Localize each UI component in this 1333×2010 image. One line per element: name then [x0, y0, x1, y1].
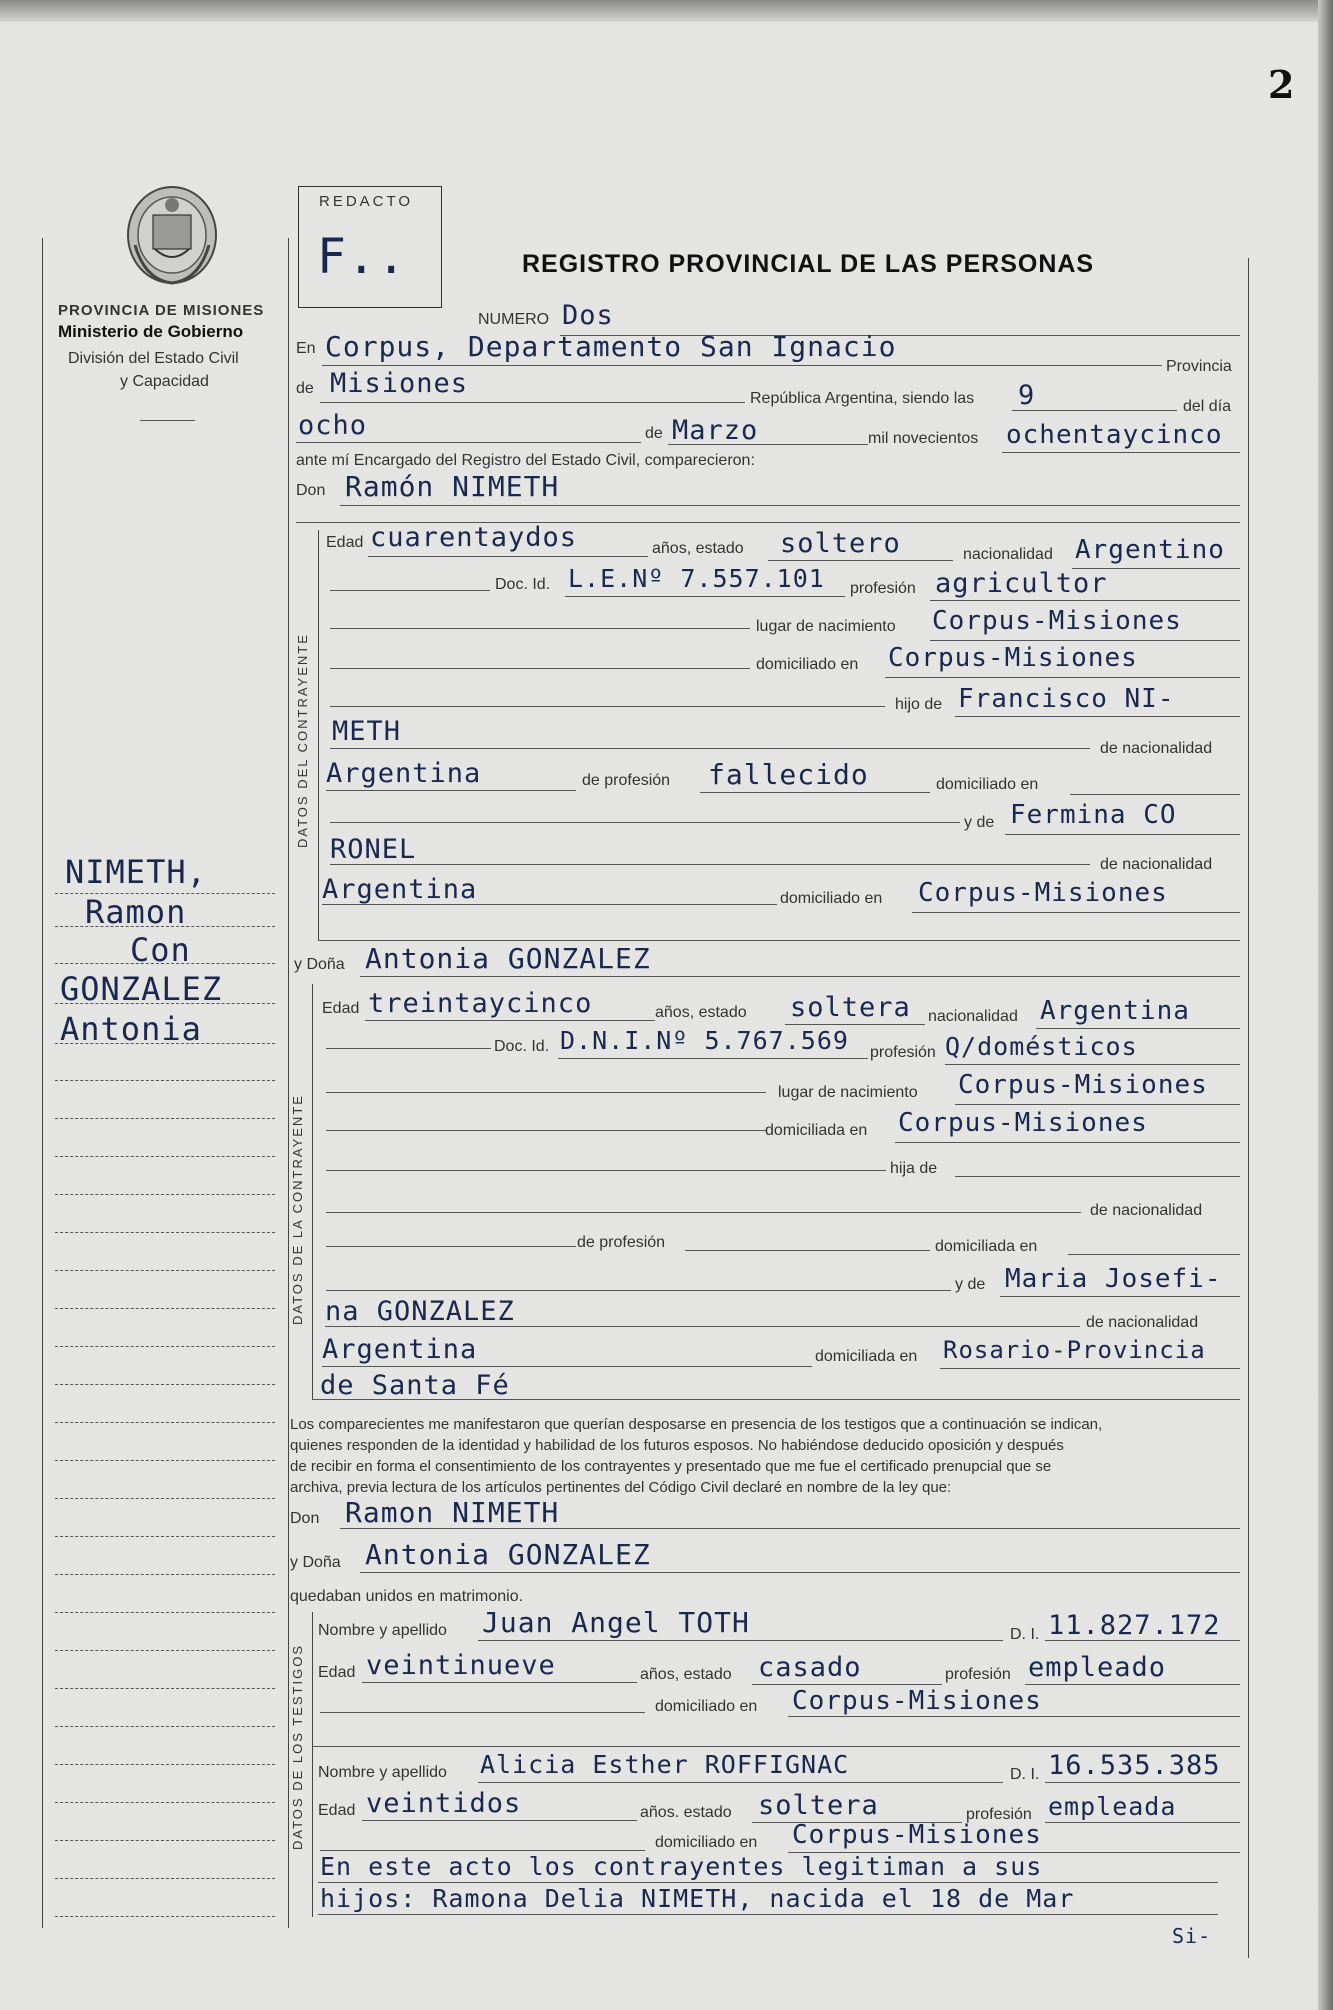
contrayenta-prof-value: Q/domésticos — [945, 1032, 1138, 1061]
padre-value-1: Francisco NI- — [958, 684, 1175, 714]
declaration-line-1: Los comparecientes me manifestaron que querían desposarse en presencia de los testigos que a continuación se indican, — [290, 1416, 1103, 1433]
contrayenta-edad-line — [365, 1020, 655, 1021]
margin-note-line-4: GONZALEZ — [60, 970, 223, 1008]
madre-value-2: RONEL — [330, 834, 417, 865]
contrayenta-madre-value-2: na GONZALEZ — [325, 1296, 515, 1327]
margin-line — [55, 1726, 275, 1727]
nac-value: Argentino — [1075, 535, 1225, 565]
de-value: Misiones — [330, 368, 469, 399]
ministry-label: Ministerio de Gobierno — [58, 322, 244, 341]
de-line — [320, 402, 745, 403]
madre-nac-line — [322, 904, 777, 905]
t1-dom-prefix-line — [320, 1712, 645, 1713]
anio-line — [1002, 452, 1240, 453]
t1-anos-label: años, estado — [640, 1666, 732, 1683]
t1-nombre-value: Juan Angel TOTH — [482, 1606, 750, 1639]
padre-dom-line — [1070, 794, 1240, 795]
dom-label: domiciliado en — [756, 656, 859, 673]
padre-line-1 — [955, 716, 1240, 717]
margin-line — [55, 1650, 275, 1651]
madre-line-2 — [330, 864, 1090, 865]
margin-line — [55, 926, 275, 927]
t1-estado-line — [752, 1684, 942, 1685]
hora-value: 9 — [1018, 380, 1036, 411]
contrayenta-estado-value: soltera — [790, 992, 911, 1023]
prof-value: agricultor — [935, 568, 1108, 599]
dom-value: Corpus-Misiones — [888, 643, 1138, 673]
nota-underline-2 — [318, 1914, 1218, 1915]
margin-line — [55, 1840, 275, 1841]
registry-title: REGISTRO PROVINCIAL DE LAS PERSONAS — [522, 250, 1095, 278]
contrayenta-side-label: DATOS DE LA CONTRAYENTE — [290, 1094, 305, 1325]
contrayenta-doc-line — [558, 1058, 868, 1059]
declaration-line-4: archiva, previa lectura de los artículos pertinentes del Código Civil declaré en nombre de la ley que: — [290, 1479, 952, 1496]
testigos-side-label: DATOS DE LOS TESTIGOS — [290, 1644, 305, 1850]
margin-note-line-3: Con — [130, 931, 191, 969]
contrayenta-madre-dom-line-1 — [940, 1368, 1240, 1369]
t2-anos-label: años. estado — [640, 1804, 732, 1821]
numero-value: Dos — [562, 300, 614, 331]
t2-edad-line — [362, 1820, 637, 1821]
madre-value-1: Fermina CO — [1010, 800, 1177, 830]
contrayenta-padre-dom-label: domiciliada en — [935, 1238, 1038, 1255]
edad-line — [368, 556, 648, 557]
margin-line — [55, 1118, 275, 1119]
madre-nac-label: de nacionalidad — [1100, 856, 1213, 873]
main-left-border — [288, 238, 289, 1928]
nota-underline-1 — [318, 1882, 1218, 1883]
declaration-don-value: Ramon NIMETH — [345, 1496, 560, 1529]
declaration-don-label: Don — [290, 1510, 320, 1527]
numero-label: NUMERO — [478, 311, 550, 328]
t1-estado-value: casado — [758, 1652, 862, 1683]
t1-nombre-label: Nombre y apellido — [318, 1622, 447, 1639]
prof-label: profesión — [850, 580, 916, 597]
madre-y-de-label: y de — [964, 814, 995, 831]
t1-prof-line — [1025, 1684, 1240, 1685]
t2-prof-value: empleada — [1048, 1792, 1177, 1821]
redacto-value: F.. — [317, 229, 407, 285]
division-label-1: División del Estado Civil — [68, 350, 239, 367]
redacto-label: REDACTO — [319, 193, 414, 210]
t2-dom-value: Corpus-Misiones — [792, 1820, 1042, 1850]
doc-line — [565, 596, 845, 597]
contrayenta-madre-nac-label: de nacionalidad — [1086, 1314, 1199, 1331]
t1-dom-label: domiciliado en — [655, 1698, 758, 1715]
mes-line — [668, 444, 868, 445]
de-label: de — [296, 380, 314, 397]
margin-line — [55, 1194, 275, 1195]
declaration-dona-label: y Doña — [290, 1554, 341, 1571]
don-line — [340, 505, 1240, 506]
contrayenta-madre-line-1 — [1000, 1296, 1240, 1297]
contrayenta-edad-label: Edad — [322, 1000, 360, 1017]
t1-prof-value: empleado — [1028, 1652, 1167, 1683]
lugar-line — [930, 640, 1240, 641]
division-label-2: y Capacidad — [120, 373, 209, 390]
contrayenta-block-border — [312, 984, 313, 1399]
anos-label: años, estado — [652, 540, 744, 557]
padre-prof-line — [700, 792, 930, 793]
lugar-value: Corpus-Misiones — [932, 606, 1182, 636]
contrayenta-madre-dom-value-2: de Santa Fé — [320, 1370, 510, 1401]
dia-value: ocho — [298, 410, 368, 441]
don-value: Ramón NIMETH — [345, 470, 560, 503]
padre-nac-line — [326, 790, 576, 791]
t2-edad-label: Edad — [318, 1802, 356, 1819]
margin-note-line-1: NIMETH, — [65, 853, 207, 891]
testigos-block-border — [312, 1612, 313, 1917]
contrayenta-lugar-label: lugar de nacimiento — [778, 1084, 918, 1101]
contrayenta-lugar-prefix-line — [326, 1092, 766, 1093]
dona-value: Antonia GONZALEZ — [365, 942, 651, 975]
margin-line — [55, 1764, 275, 1765]
margin-line — [55, 1156, 275, 1157]
de-mes-label: de — [645, 425, 663, 442]
dona-line — [360, 976, 1240, 977]
madre-line-1 — [1005, 834, 1240, 835]
contrayenta-madre-dom-line-2 — [312, 1399, 1240, 1400]
contrayenta-dom-prefix-line — [326, 1130, 766, 1131]
declaration-line-3: de recibir en forma el consentimiento de los contrayentes y presentado que me fue el certificado prenupcial que se — [290, 1458, 1052, 1475]
contrayenta-padre-line — [326, 1212, 1081, 1213]
contrayenta-edad-value: treintaycinco — [368, 988, 593, 1019]
redacto-box — [298, 186, 442, 308]
padre-value-2: METH — [332, 716, 402, 747]
hija-prefix-line — [326, 1170, 886, 1171]
padre-line-2 — [330, 748, 1090, 749]
contrayenta-nac-label: nacionalidad — [928, 1008, 1018, 1025]
t1-dom-value: Corpus-Misiones — [792, 1686, 1042, 1716]
t1-end-line — [312, 1746, 1240, 1747]
nac-label: nacionalidad — [963, 546, 1053, 563]
padre-prof-label: de profesión — [582, 772, 671, 789]
padre-nac-value: Argentina — [326, 758, 482, 789]
division-underline — [140, 420, 195, 421]
margin-line — [55, 1232, 275, 1233]
hora-line — [1012, 410, 1177, 411]
anio-value: ochentaycinco — [1006, 420, 1223, 450]
hija-label: hija de — [890, 1160, 938, 1177]
contrayenta-madre-dom-label: domiciliada en — [815, 1348, 918, 1365]
margin-line — [55, 1308, 275, 1309]
margin-line — [55, 1384, 275, 1385]
contrayenta-prof-label: profesión — [870, 1044, 936, 1061]
t2-di-value: 16.535.385 — [1048, 1750, 1221, 1781]
t2-estado-value: soltera — [758, 1790, 879, 1821]
madre-dom-line — [912, 912, 1240, 913]
madre-dom-label: domiciliado en — [780, 890, 883, 907]
padre-prof-value: fallecido — [708, 758, 869, 791]
contrayenta-madre-nac-line — [322, 1366, 812, 1367]
madre-nac-value: Argentina — [322, 874, 478, 905]
t2-nombre-line — [478, 1782, 1003, 1783]
t1-nombre-line — [478, 1640, 1003, 1641]
t2-prof-label: profesión — [966, 1806, 1032, 1823]
t2-edad-value: veintidos — [366, 1788, 522, 1819]
nota-line-2: hijos: Ramona Delia NIMETH, nacida el 18 de Mar — [320, 1884, 1075, 1913]
margin-line — [55, 1688, 275, 1689]
padre-nac-label: de nacionalidad — [1100, 740, 1213, 757]
contrayenta-nac-line — [1036, 1028, 1240, 1029]
t2-prof-line — [1045, 1822, 1240, 1823]
edad-value: cuarentaydos — [370, 522, 578, 553]
contrayenta-lugar-line — [955, 1104, 1240, 1105]
ante-label: ante mí Encargado del Registro del Estado Civil, comparecieron: — [296, 452, 755, 469]
dom-line — [885, 677, 1240, 678]
contrayenta-padre-nac-label: de nacionalidad — [1090, 1202, 1203, 1219]
t1-edad-label: Edad — [318, 1664, 356, 1681]
t1-dom-line — [788, 1716, 1240, 1717]
en-value: Corpus, Departamento San Ignacio — [325, 330, 897, 363]
contrayente-block-border — [318, 530, 319, 940]
en-label: En — [296, 340, 316, 357]
contrayenta-lugar-value: Corpus-Misiones — [958, 1070, 1208, 1100]
lugar-prefix-line — [330, 628, 750, 629]
doc-prefix-line — [330, 590, 490, 591]
contrayenta-madre-line-2 — [325, 1326, 1080, 1327]
contrayenta-madre-prefix-line — [326, 1290, 951, 1291]
quedaban-label: quedaban unidos en matrimonio. — [290, 1588, 524, 1605]
contrayenta-doc-value: D.N.I.Nº 5.767.569 — [560, 1026, 849, 1055]
t1-edad-line — [362, 1682, 637, 1683]
don-label: Don — [296, 482, 326, 499]
left-border-line — [42, 238, 43, 1928]
main-right-border — [1248, 258, 1249, 1958]
contrayenta-dom-value: Corpus-Misiones — [898, 1108, 1148, 1138]
margin-line — [55, 1574, 275, 1575]
provincia-label: Provincia — [1166, 358, 1232, 375]
margin-line — [55, 1878, 275, 1879]
dia-line — [296, 442, 641, 443]
declaration-dona-line — [360, 1572, 1240, 1573]
republica-label: República Argentina, siendo las — [750, 390, 975, 407]
contrayente-side-label: DATOS DEL CONTRAYENTE — [295, 633, 310, 848]
contrayenta-padre-dom-line — [1068, 1254, 1240, 1255]
margin-line — [55, 1346, 275, 1347]
dom-prefix-line — [330, 668, 750, 669]
contrayenta-dom-line — [895, 1142, 1240, 1143]
contrayenta-nac-value: Argentina — [1040, 996, 1190, 1026]
en-line — [322, 365, 1162, 366]
t1-di-value: 11.827.172 — [1048, 1610, 1221, 1641]
dia-label: del día — [1183, 398, 1232, 415]
t2-nombre-label: Nombre y apellido — [318, 1764, 447, 1781]
prof-line — [930, 600, 1240, 601]
margin-line — [55, 963, 275, 964]
margin-line — [55, 1270, 275, 1271]
contrayenta-doc-prefix-line — [326, 1048, 491, 1049]
right-shadow-border — [1318, 0, 1333, 2010]
hijo-prefix-line — [330, 706, 885, 707]
edad-label: Edad — [326, 534, 364, 551]
t1-di-label: D. I. — [1010, 1626, 1040, 1643]
doc-value: L.E.Nº 7.557.101 — [568, 564, 825, 593]
lugar-label: lugar de nacimiento — [756, 618, 896, 635]
contrayenta-anos-label: años, estado — [655, 1004, 747, 1021]
margin-line — [55, 1003, 275, 1004]
margin-line — [55, 1802, 275, 1803]
declaration-don-line — [340, 1528, 1240, 1529]
margin-note-line-2: Ramon — [85, 893, 187, 931]
declaration-line-2: quienes responden de la identidad y habilidad de los futuros esposos. No habiéndose deducido oposición y después — [290, 1437, 1064, 1454]
contrayenta-madre-dom-value-1: Rosario-Provincia — [943, 1336, 1206, 1364]
margin-line — [55, 1460, 275, 1461]
contrayenta-estado-line — [785, 1024, 925, 1025]
estado-value: soltero — [780, 528, 901, 559]
mil-label: mil novecientos — [868, 430, 979, 447]
estado-line — [768, 560, 953, 561]
contrayenta-prof-line — [945, 1064, 1240, 1065]
contrayenta-madre-value-1: Maria Josefi- — [1005, 1264, 1222, 1294]
padre-dom-label: domiciliado en — [936, 776, 1039, 793]
t1-di-line — [1045, 1640, 1240, 1641]
t2-dom-label: domiciliado en — [655, 1834, 758, 1851]
sigue-label: Si- — [1172, 1924, 1212, 1948]
hija-line — [955, 1176, 1240, 1177]
block-end-line — [318, 940, 1240, 941]
province-label: PROVINCIA DE MISIONES — [58, 302, 265, 319]
margin-line — [55, 1080, 275, 1081]
margin-note-line-5: Antonia — [60, 1010, 202, 1048]
contrayenta-doc-label: Doc. Id. — [494, 1038, 550, 1055]
dona-label: y Doña — [294, 956, 345, 973]
contrayenta-padre-nac-line — [326, 1246, 576, 1247]
t1-prof-label: profesión — [945, 1666, 1011, 1683]
declaration-dona-value: Antonia GONZALEZ — [365, 1538, 651, 1571]
madre-dom-value: Corpus-Misiones — [918, 878, 1168, 908]
margin-line — [55, 1916, 275, 1917]
margin-line — [55, 1612, 275, 1613]
mes-value: Marzo — [672, 415, 759, 446]
t2-di-label: D. I. — [1010, 1766, 1040, 1783]
t2-dom-prefix-line — [320, 1850, 645, 1851]
doc-label: Doc. Id. — [495, 576, 551, 593]
contrayenta-padre-prof-label: de profesión — [577, 1234, 666, 1251]
nota-line-1: En este acto los contrayentes legitiman a sus — [320, 1852, 1043, 1881]
contrayenta-y-de-label: y de — [955, 1276, 986, 1293]
margin-line — [55, 1498, 275, 1499]
margin-line — [55, 1422, 275, 1423]
margin-line — [55, 1536, 275, 1537]
contrayenta-padre-prof-line — [685, 1250, 930, 1251]
page-number: 2 — [1268, 62, 1295, 107]
madre-prefix-line — [330, 822, 960, 823]
provincial-seal-icon — [125, 185, 220, 290]
t2-di-line — [1045, 1782, 1240, 1783]
contrayenta-madre-nac-value: Argentina — [322, 1334, 478, 1365]
margin-line — [55, 893, 275, 894]
top-shadow-border — [0, 0, 1333, 22]
t2-nombre-value: Alicia Esther ROFFIGNAC — [480, 1750, 850, 1779]
contrayenta-dom-label: domiciliada en — [765, 1122, 868, 1139]
hijo-label: hijo de — [895, 696, 943, 713]
margin-line — [55, 1043, 275, 1044]
t1-edad-value: veintinueve — [366, 1650, 556, 1681]
